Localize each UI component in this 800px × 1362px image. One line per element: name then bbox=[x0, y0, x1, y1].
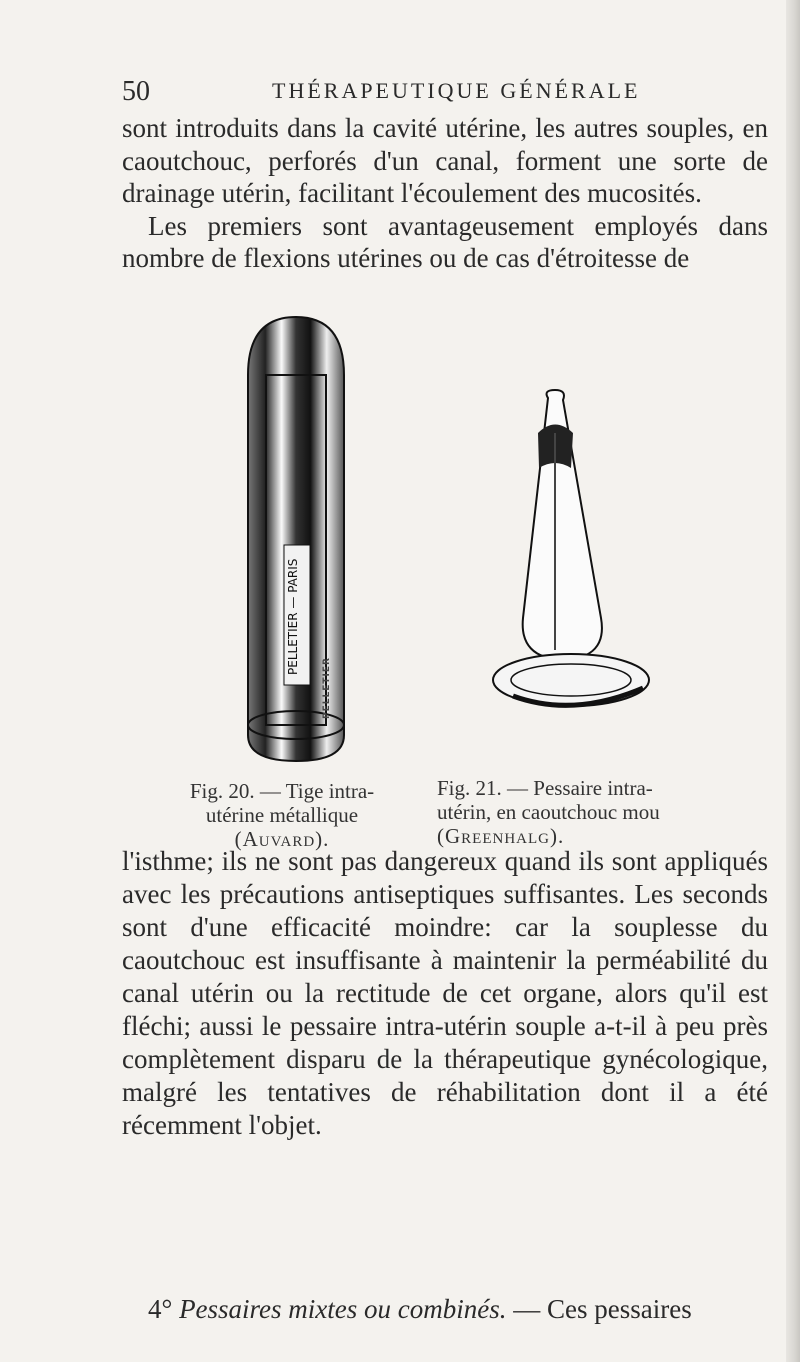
paragraph-3-text: — Ces pessaires bbox=[513, 1294, 692, 1324]
fig20-caption bbox=[162, 779, 402, 851]
section-heading: Pessaires mixtes ou combinés. bbox=[179, 1294, 507, 1324]
fig20-caption-author: (Auvard). bbox=[234, 827, 330, 851]
fig21-illustration bbox=[483, 388, 653, 723]
paragraph-1-text: sont introduits dans la cavité utérine, les autres souples, en caoutchouc, perforés d'un canal, forment une sorte de drainage utérin, facilitant l'écoulement des mucosités. bbox=[122, 113, 768, 208]
fig21-caption-author: (Greenhalg). bbox=[437, 824, 565, 848]
page-number: 50 bbox=[122, 76, 150, 107]
paragraph-3 bbox=[122, 1293, 768, 1326]
fig21-caption-text: Fig. 21. — Pessaire intra-utérin, en caoutchouc mou bbox=[437, 776, 660, 824]
paragraph-1 bbox=[122, 112, 768, 275]
paragraph-2 bbox=[122, 845, 768, 1142]
page-header bbox=[122, 70, 762, 110]
paragraph-1b-text: Les premiers sont avantageusement employés dans nombre de flexions utérines ou de cas d'étroitesse de bbox=[122, 210, 768, 273]
fig20-caption-text: Fig. 20. — Tige intra-utérine métallique bbox=[189, 779, 375, 827]
section-number: 4° bbox=[148, 1294, 173, 1324]
fig21-caption bbox=[437, 776, 662, 848]
running-title: THÉRAPEUTIQUE GÉNÉRALE bbox=[272, 78, 641, 103]
fig20-stamp-text: PELLETIER bbox=[322, 657, 332, 719]
page-edge bbox=[786, 0, 800, 1362]
figures-area bbox=[122, 315, 768, 851]
fig20-maker-stamp bbox=[307, 657, 347, 720]
fig20-engraved-text: PELLETIER — PARIS bbox=[286, 558, 300, 675]
paragraph-2-text: l'isthme; ils ne sont pas dangereux quand ils sont appliqués avec les précautions antiseptiques suffisantes. Les seconds sont d'une efficacité moindre: car la souplesse du caoutchouc est insuffisante à maintenir la perméabilité du canal utérin ou la rectitude de cet organe, alors qu'il est fléchi; aussi le pessaire intra-utérin souple a-t-il à peu près complètement disparu de la thérapeutique gynécologique, malgré les tentatives de réhabilitation dont il a été récemment l'objet. bbox=[122, 846, 768, 1140]
